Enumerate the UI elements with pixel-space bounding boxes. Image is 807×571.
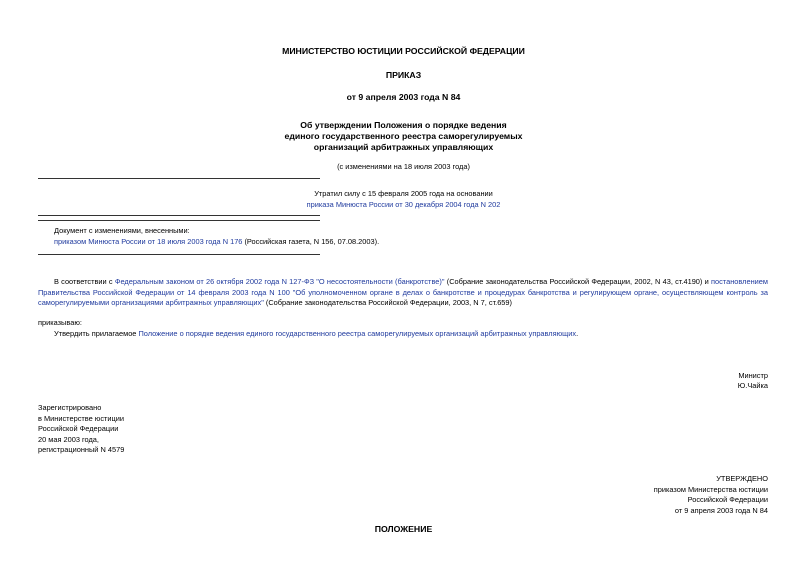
preamble-text: (Собрание законодательства Российской Федерации, 2003, N 7, ст.659) <box>263 298 512 307</box>
changes-source: (Российская газета, N 156, 07.08.2003). <box>242 237 380 246</box>
approval-block <box>654 474 768 516</box>
changes-row <box>54 237 379 248</box>
approve-text: . <box>576 329 579 338</box>
approve-text: Утвердить прилагаемое <box>54 329 139 338</box>
registration-line: в Министерстве юстиции <box>38 413 125 423</box>
divider <box>38 220 320 221</box>
expiry-link-row <box>0 200 807 211</box>
approval-line: приказом Министерства юстиции <box>653 484 768 494</box>
signature-title: Министр <box>738 371 768 380</box>
regulation-link[interactable]: Положение о порядке ведения единого государственного реестра саморегулируемых организаций арбитражных управляющих <box>138 329 577 338</box>
registration-line: Российской Федерации <box>38 424 119 433</box>
approval-line: от 9 апреля 2003 года N 84 <box>674 505 768 515</box>
approve-paragraph <box>54 329 578 340</box>
doc-date-number: от 9 апреля 2003 года N 84 <box>346 92 461 102</box>
divider <box>38 178 320 179</box>
divider <box>38 215 320 216</box>
preamble-text: В соответствии с <box>54 277 115 286</box>
doc-type: ПРИКАЗ <box>385 70 422 80</box>
preamble-text: (Собрание законодательства Российской Федерации, 2002, N 43, ст.4190) и <box>444 277 711 286</box>
changes-order-link[interactable]: приказом Минюста России от 18 июля 2003 года N 176 <box>54 237 243 246</box>
approval-line: Российской Федерации <box>687 495 768 504</box>
annex-title: ПОЛОЖЕНИЕ <box>374 524 433 534</box>
ministry-heading: МИНИСТЕРСТВО ЮСТИЦИИ РОССИЙСКОЙ ФЕДЕРАЦИИ <box>282 46 525 56</box>
doc-title <box>0 120 807 153</box>
expiry-order-link[interactable]: приказа Минюста России от 30 декабря 2004 года N 202 <box>306 200 501 209</box>
doc-title-line: Об утверждении Положения о порядке ведения <box>300 120 507 130</box>
registration-line: регистрационный N 4579 <box>38 445 125 454</box>
amendments-note: (с изменениями на 18 июля 2003 года) <box>337 162 470 171</box>
expiry-note: Утратил силу с 15 февраля 2005 года на основании <box>314 189 493 198</box>
divider <box>38 254 320 255</box>
order-word: приказываю: <box>38 318 82 327</box>
preamble-paragraph <box>38 277 768 309</box>
registration-line: Зарегистрировано <box>38 403 102 412</box>
government-resolution-link[interactable]: постановлением Правительства Российской Федерации от 14 февраля 2003 года N 100 "Об уполномоченном органе в делах о банкротстве и процедурах банкротства и регулирующем органе, осуществляющем контроль за саморегулируемыми организациями арбитражных управляющих" <box>38 277 768 307</box>
registration-block <box>38 403 124 456</box>
approval-line: УТВЕРЖДЕНО <box>716 474 768 483</box>
federal-law-link[interactable]: Федеральным законом от 26 октября 2002 года N 127-ФЗ "О несостоятельности (банкротстве)" <box>114 277 445 286</box>
registration-line: 20 мая 2003 года, <box>38 434 99 444</box>
doc-title-line: единого государственного реестра саморегулируемых <box>284 131 523 141</box>
signature-name: Ю.Чайка <box>737 381 768 390</box>
changes-label: Документ с изменениями, внесенными: <box>54 226 190 235</box>
doc-title-line: организаций арбитражных управляющих <box>313 142 494 152</box>
